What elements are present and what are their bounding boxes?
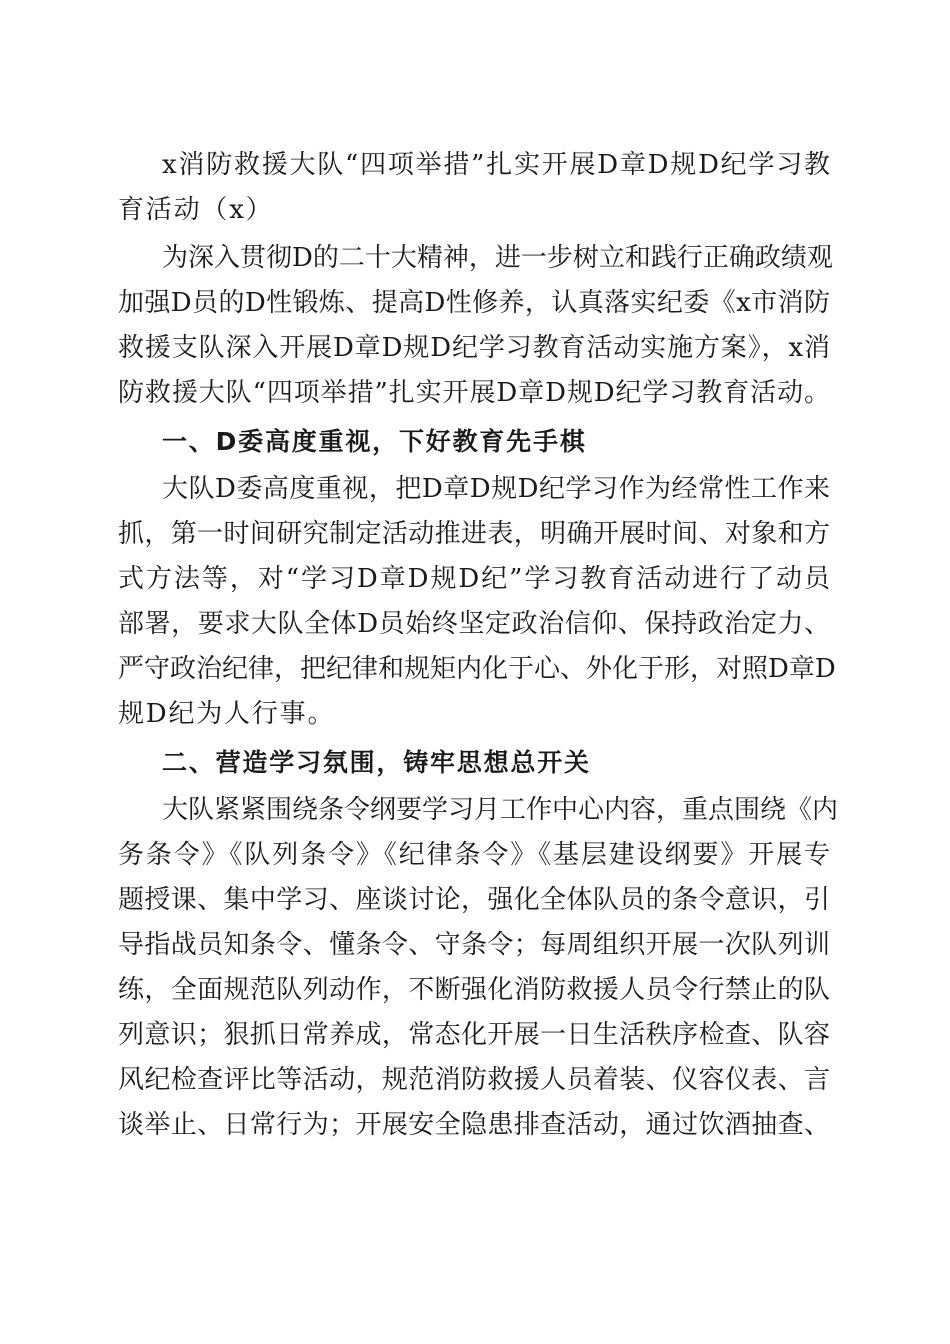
title-line: 育活动（x） — [118, 195, 274, 225]
paragraph-line: 防救援大队“四项举措”扎实开展D章D规D纪学习教育活动。 — [118, 378, 830, 408]
document-title — [118, 143, 830, 233]
paragraph-line: 导指战员知条令、懂条令、守条令；每周组织开展一次队列训 — [118, 930, 830, 960]
paragraph-line: 救援支队深入开展D章D规D纪学习教育活动实施方案》，x消 — [118, 333, 830, 363]
section-heading-2: 二、营造学习氛围，铸牢思想总开关 — [162, 748, 591, 777]
paragraph-line: 列意识；狠抓日常养成，常态化开展一日生活秩序检查、队容 — [118, 1020, 830, 1050]
paragraph-line: 抓，第一时间研究制定活动推进表，明确开展时间、对象和方 — [118, 519, 830, 549]
paragraph-line: 部署，要求大队全体D员始终坚定政治信仰、保持政治定力、 — [118, 609, 830, 639]
paragraph-line: 谈举止、日常行为；开展安全隐患排查活动，通过饮酒抽查、 — [118, 1110, 830, 1140]
document-body — [118, 143, 839, 1148]
paragraph-line: 规D纪为人行事。 — [118, 699, 336, 729]
paragraph-line: 式方法等，对“学习D章D规D纪”学习教育活动进行了动员 — [118, 564, 830, 594]
section-heading-1: 一、D委高度重视，下好教育先手棋 — [162, 427, 587, 456]
title-line: x消防救援大队“四项举措”扎实开展D章D规D纪学习教 — [162, 150, 830, 180]
paragraph-line: 风纪检查评比等活动，规范消防救援人员着装、仪容仪表、言 — [118, 1065, 830, 1095]
section-1-paragraph — [118, 467, 836, 737]
paragraph-line: 严守政治纪律，把纪律和规矩内化于心、外化于形，对照D章D — [118, 654, 836, 684]
paragraph-line: 题授课、集中学习、座谈讨论，强化全体队员的条令意识，引 — [118, 885, 830, 915]
paragraph-line: 练，全面规范队列动作，不断强化消防救援人员令行禁止的队 — [118, 975, 830, 1005]
paragraph-line: 为深入贯彻D的二十大精神，进一步树立和践行正确政绩观 — [162, 243, 833, 273]
intro-paragraph — [118, 236, 833, 416]
paragraph-line: 加强D员的D性锻炼、提高D性修养，认真落实纪委《x市消防 — [118, 288, 830, 318]
paragraph-line: 大队D委高度重视，把D章D规D纪学习作为经常性工作来 — [162, 474, 830, 504]
paragraph-line: 大队紧紧围绕条令纲要学习月工作中心内容，重点围绕《内 — [162, 795, 839, 825]
section-2-paragraph — [118, 788, 839, 1148]
paragraph-line: 务条令》《队列条令》《纪律条令》《基层建设纲要》开展专 — [118, 840, 830, 870]
